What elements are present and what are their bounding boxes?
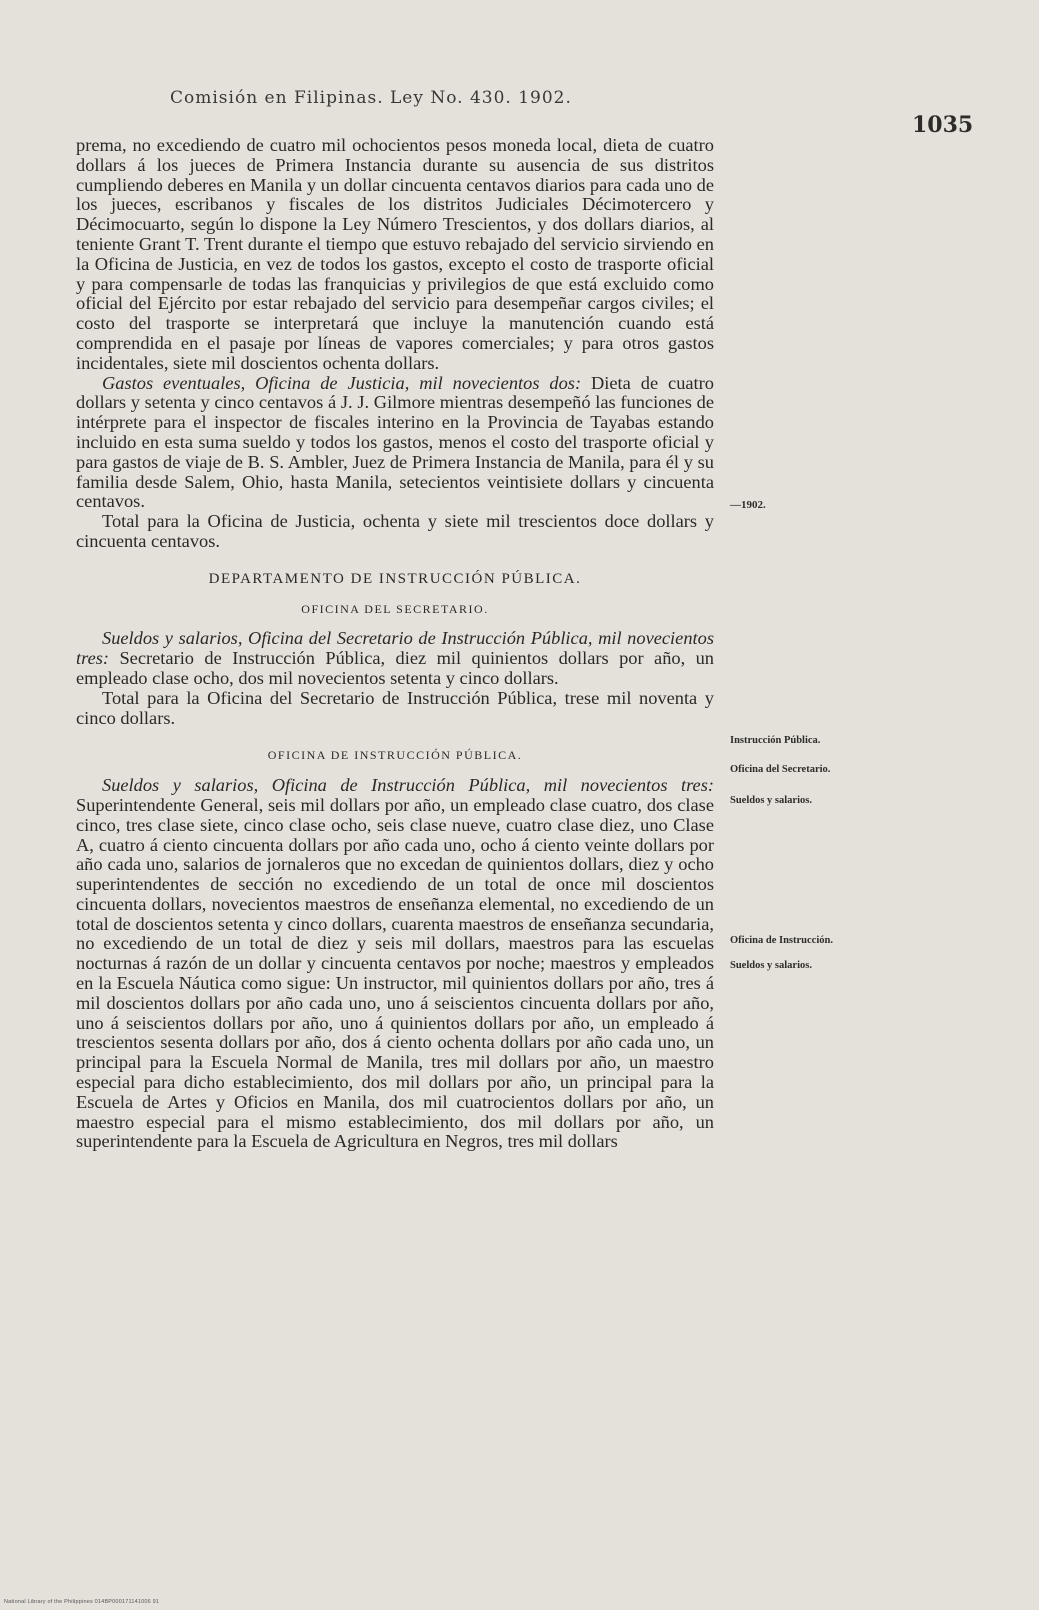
paragraph-lead: Gastos eventuales, Oficina de Justicia, mil novecientos dos: — [102, 372, 582, 393]
running-head: Comisión en Filipinas. Ley No. 430. 1902. — [170, 88, 572, 108]
secretary-heading: OFICINA DEL SECRETARIO. — [301, 601, 489, 616]
paragraph-total-secretario: Total para la Oficina del Secretario de Instrucción Pública, trese mil noventa y cinco dollars. — [76, 687, 714, 728]
library-footer-tag: National Library of the Philippines 014BP000171141006 91 — [4, 1599, 160, 1605]
paragraph-sueldos-instruccion — [76, 776, 714, 1152]
page-number: 1035 — [912, 112, 974, 138]
margin-note-oficina: Oficina de Instrucción. — [730, 935, 833, 946]
paragraph-continuation: prema, no excediendo de cuatro mil ochocientos pesos moneda local, dieta de cuatro dollars á los jueces de Primera Instancia durante su ausencia de sus distritos cumpliendo deberes en Manila y un dollar cincuenta centavos diarios para cada uno de los jueces, escribanos y fiscales de los distritos Judiciales Décimotercero y Décimocuarto, según lo dispone la Ley Número Trescientos, y dos dollars diarios, al teniente Grant T. Trent durante el tiempo que estuvo rebajado del servicio sirviendo en la Oficina de Justicia, en vez de todos los gastos, excepto el costo de trasporte oficial y para compensarle de todas las franquicias y privilegios de que está excluido como oficial del Ejército por estar rebajado del servicio para desempeñar cargos civiles; el costo del trasporte se interpretará que incluye la manutención cuando está comprendida en el pasaje por líneas de vapores comerciales; y para otros gastos incidentales, siete mil doscientos ochenta dollars. — [76, 135, 714, 373]
margin-note-instruccion: Instrucción Pública. — [730, 735, 821, 746]
paragraph-lead: Sueldos y salarios, Oficina de Instrucción Pública, mil novecientos tres: — [102, 775, 714, 796]
paragraph-text: Secretario de Instrucción Pública, diez mil quinientos dollars por año, un empleado clase ocho, dos mil novecientos setenta y cinco dollars. — [76, 648, 714, 688]
paragraph-text: Dieta de cuatro dollars y setenta y cinco centavos á J. J. Gilmore mientras desempeñó las funciones de intérprete para el inspector de fiscales interino en la Provincia de Tayabas estando incluido en esta suma sueldo y todos los gastos, menos el costo del trasporte oficial y para gastos de viaje de B. S. Ambler, Juez de Primera Instancia de Manila, para él y su familia desde Salem, Ohio, hasta Manila, setecientos veintisiete dollars y cincuenta centavos. — [76, 372, 714, 512]
office-heading: OFICINA DE INSTRUCCIÓN PÚBLICA. — [267, 748, 523, 763]
margin-note-sueldos-2: Sueldos y salarios. — [730, 960, 812, 971]
body-text — [76, 136, 714, 1152]
margin-note-year: —1902. — [730, 499, 766, 511]
paragraph-total-justicia: Total para la Oficina de Justicia, ochenta y siete mil trescientos doce dollars y cincuenta centavos. — [76, 511, 714, 551]
margin-note-secretario: Oficina del Secretario. — [730, 764, 831, 775]
paragraph-lead: Sueldos y salarios, Oficina del Secretario de Instrucción Pública, mil novecientos tres: — [76, 628, 714, 669]
department-heading: DEPARTAMENTO DE INSTRUCCIÓN PÚBLICA. — [208, 570, 582, 587]
margin-note-sueldos: Sueldos y salarios. — [730, 795, 812, 806]
paragraph-gastos-eventuales — [76, 374, 714, 513]
paragraph-sueldos-secretario — [76, 629, 714, 688]
paragraph-text: Superintendente General, seis mil dollars por año, un empleado clase cuatro, dos clase cinco, tres clase siete, cinco clase ocho, seis clase nueve, cuatro clase diez, uno Clase A, cuatro á ciento cincuenta dollars por año cada uno, ocho á ciento veinte dollars por año cada uno, salarios de jornaleros que no excedan de quinientos dollars, diez y ocho superintendentes de sección no excediendo de un total de once mil doscientos cincuenta dollars, novecientos maestros de enseñanza elemental, no excediendo de un total de doscientos setenta y cinco dollars, cuarenta maestros de enseñanza secundaria, no excediendo de un total de diez y seis mil dollars, maestros para las escuelas nocturnas á razón de un dollar y cincuenta centavos por noche; maestros y empleados en la Escuela Náutica como sigue: Un instructor, mil quinientos dollars por año, tres á mil doscientos dollars por año cada uno, uno á seiscientos cincuenta dollars por año, uno á seiscientos dollars por año, uno á quinientos dollars por año, un empleado á trescientos sesenta dollars por año, dos á ciento ochenta dollars por año cada uno, un principal para la Escuela Normal de Manila, tres mil dollars por año, un maestro especial para dicho establecimiento, dos mil dollars por año, un principal para la Escuela de Artes y Oficios en Manila, dos mil cuatrocientos dollars por año, un maestro especial para el mismo establecimiento, dos mil dollars por año, un superintendente para la Escuela de Agricultura en Negros, tres mil dollars — [76, 794, 714, 1152]
